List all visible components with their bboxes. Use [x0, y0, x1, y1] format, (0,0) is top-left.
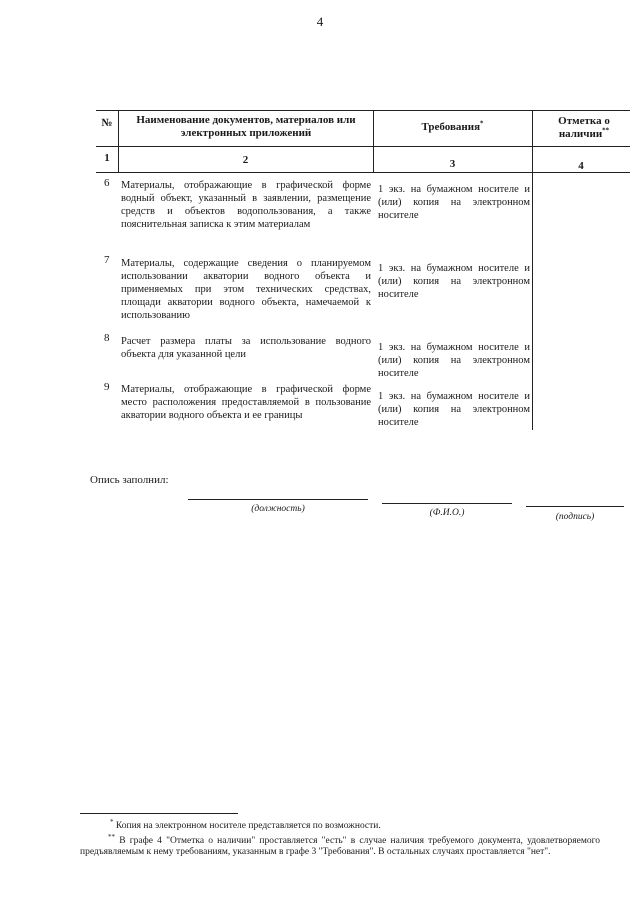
index-row-bottom-border [96, 172, 630, 173]
footnote-ref-1: * [480, 119, 484, 128]
column-divider [532, 110, 533, 430]
signature-caption: (подпись) [555, 512, 595, 522]
header-num: № [101, 117, 113, 129]
footnote-1 [110, 817, 590, 832]
row-number: 6 [104, 177, 110, 189]
header-presence [545, 115, 623, 141]
row-document-name: Расчет размера платы за использование водного объекта для указанной цели [121, 336, 371, 360]
row-requirements: 1 экз. на бумажном носителе и (или) копия на электронном носителе [378, 263, 530, 300]
row-document-name: Материалы, отображающие в графической форме водный объект, указанный в заявлении, размещение средств и объектов водопользования, а также пояснительная записка к этим материалам [121, 180, 371, 230]
column-index-4: 4 [578, 160, 584, 172]
name-caption: (Ф.И.О.) [429, 508, 465, 518]
position-line [188, 499, 368, 500]
footnote-2 [80, 832, 601, 858]
row-number: 9 [104, 381, 110, 393]
row-requirements: 1 экз. на бумажном носителе и (или) копия на электронном носителе [378, 342, 530, 379]
row-requirements: 1 экз. на бумажном носителе и (или) копия на электронном носителе [378, 184, 530, 221]
header-name: Наименование документов, материалов или электронных приложений [136, 114, 356, 139]
signature-line [526, 506, 624, 507]
footnote-1-text: Копия на электронном носителе представляется по возможности. [115, 821, 381, 831]
table-top-border [96, 110, 630, 111]
filled-by-label: Опись заполнил: [90, 474, 169, 486]
footnote-ref-2: ** [602, 126, 610, 135]
row-requirements: 1 экз. на бумажном носителе и (или) копия на электронном носителе [378, 391, 530, 428]
position-caption: (должность) [251, 504, 305, 514]
row-document-name: Материалы, содержащие сведения о планируемом использовании акватории водного объекта и применяемых при этом технических средствах, площади акватории водного объекта, намечаемой к использованию [121, 258, 371, 321]
footnote-1-mark: * [110, 817, 114, 826]
row-number: 8 [104, 332, 110, 344]
footnote-2-text: В графе 4 "Отметка о наличии" проставляется "есть" в случае наличия требуемого документа, удовлетворяемого предъявляемым к нему требованиям, указанным в графе 3 "Требования". В остальных случаях проставляется "нет". [80, 836, 601, 857]
column-index-2: 2 [242, 154, 249, 166]
header-requirements-label: Требования [421, 121, 481, 133]
column-index-3: 3 [449, 158, 456, 170]
header-bottom-border [96, 146, 630, 147]
header-presence-label: Отметка о наличии [558, 115, 610, 140]
column-index-1: 1 [104, 152, 110, 164]
footnote-separator [80, 813, 238, 814]
row-number: 7 [104, 254, 110, 266]
row-document-name: Материалы, отображающие в графической форме место расположения предоставляемой в пользование акватории водного объекта и ее границы [121, 384, 371, 421]
header-requirements [373, 121, 532, 134]
name-line [382, 503, 512, 504]
footnote-2-mark: ** [108, 832, 115, 841]
page-number: 4 [316, 14, 324, 29]
